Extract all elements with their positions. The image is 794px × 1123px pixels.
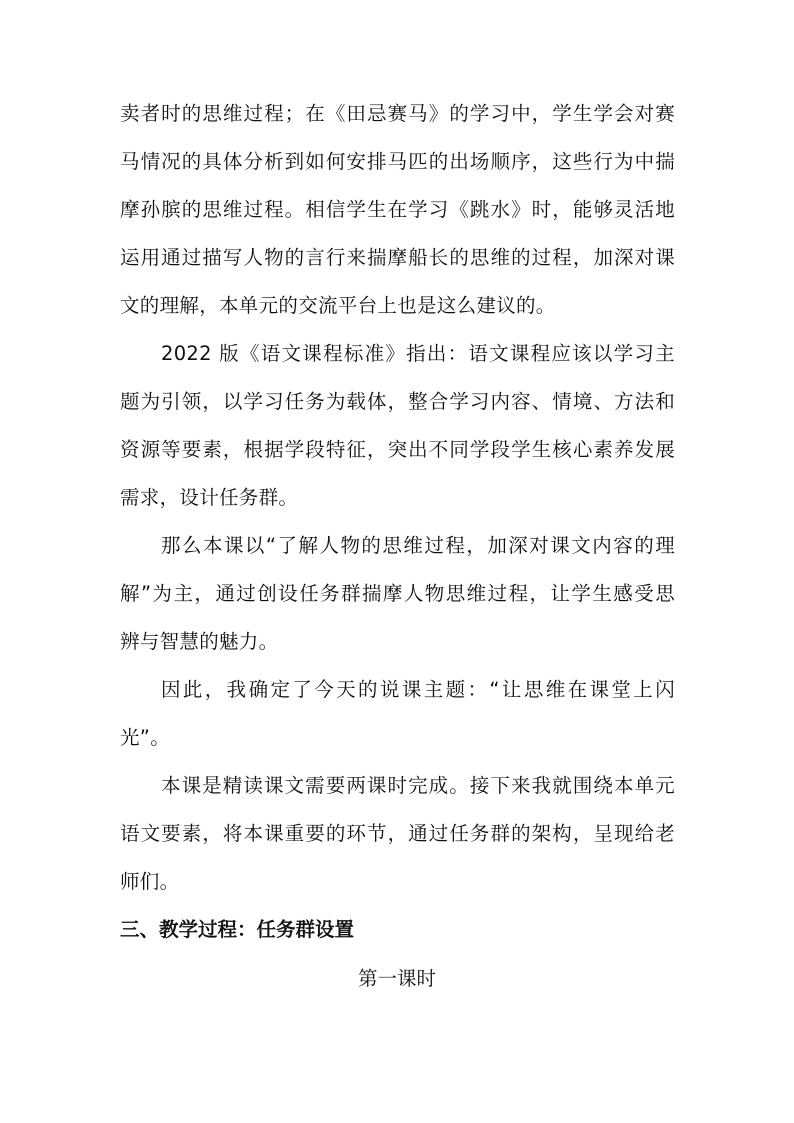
paragraph-line: 题为引领，以学习任务为载体，整合学习内容、情境、方法和 — [120, 390, 675, 413]
paragraph-line: 马情况的具体分析到如何安排马匹的出场顺序，这些行为中揣 — [120, 150, 675, 173]
paragraph-line: 语文要素，将本课重要的环节，通过任务群的架构，呈现给老 — [120, 822, 675, 845]
paragraph-line: 文的理解，本单元的交流平台上也是这么建议的。 — [120, 294, 556, 317]
paragraph-line: 光”。 — [120, 726, 171, 749]
paragraph-line: 资源等要素，根据学段特征，突出不同学段学生核心素养发展 — [120, 438, 675, 461]
section-heading: 三、教学过程：任务群设置 — [120, 918, 355, 941]
paragraph-line: 摩孙膑的思维过程。相信学生在学习《跳水》时，能够灵活地 — [120, 198, 675, 221]
paragraph-line: 因此，我确定了今天的说课主题：“让思维在课堂上闪 — [161, 678, 675, 701]
paragraph-line: 需求，设计任务群。 — [120, 486, 299, 509]
paragraph-line: 运用通过描写人物的言行来揣摩船长的思维的过程，加深对课 — [120, 246, 675, 269]
paragraph-line: 卖者时的思维过程；在《田忌赛马》的学习中，学生学会对赛 — [120, 102, 675, 125]
paragraph-line: 那么本课以“了解人物的思维过程，加深对课文内容的理 — [161, 534, 675, 557]
paragraph-line: 本课是精读课文需要两课时完成。接下来我就围绕本单元 — [161, 774, 675, 797]
lesson-subheading: 第一课时 — [357, 967, 436, 990]
paragraph-line: 2022 版《语文课程标准》指出：语文课程应该以学习主 — [161, 342, 675, 365]
paragraph-line: 解”为主，通过创设任务群揣摩人物思维过程，让学生感受思 — [120, 582, 675, 605]
paragraph-line: 师们。 — [120, 870, 180, 893]
paragraph-line: 辨与智慧的魅力。 — [120, 630, 279, 653]
